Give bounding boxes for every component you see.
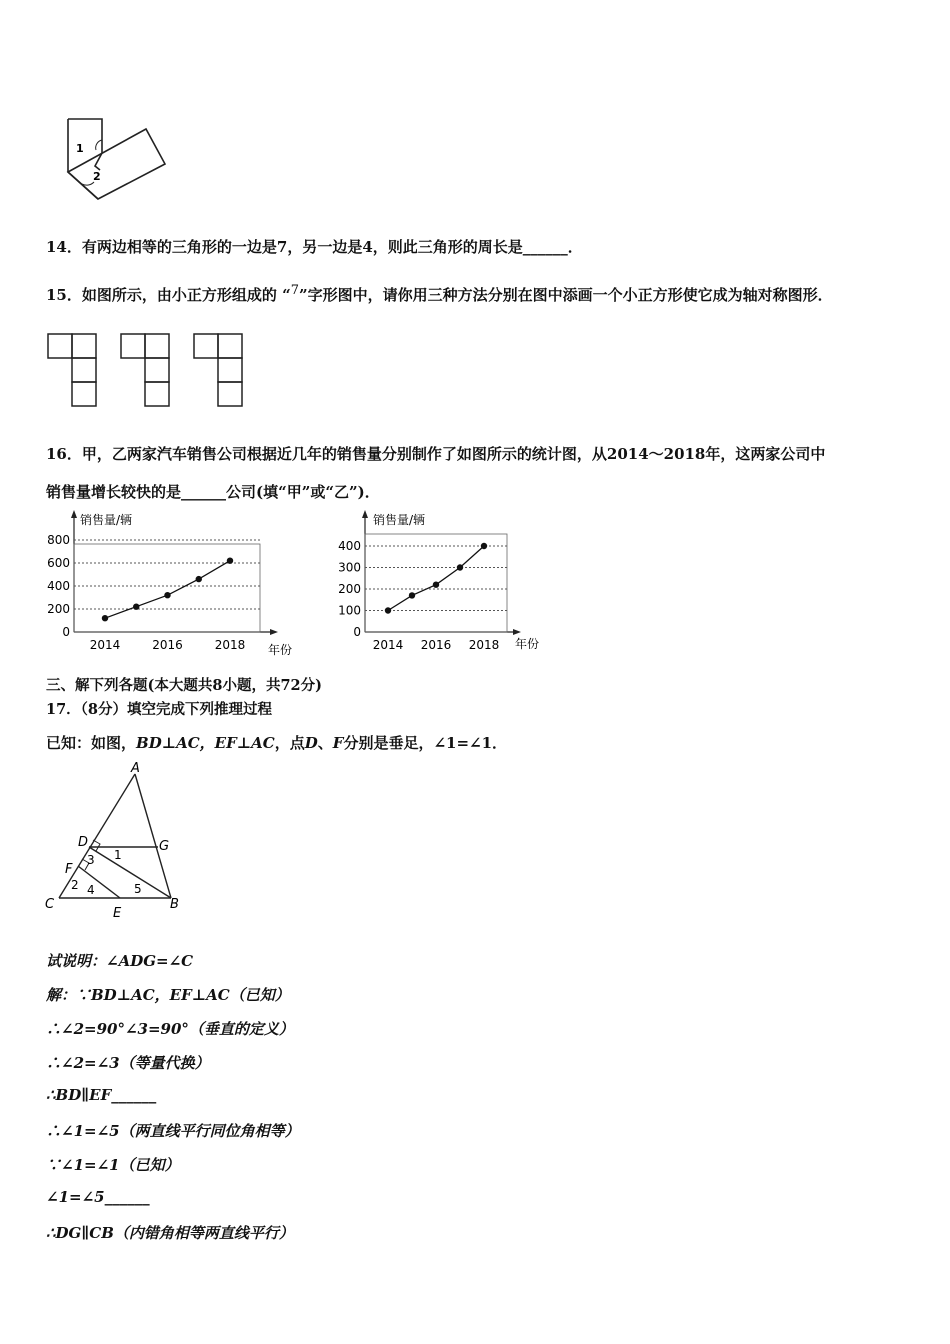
fig13-label-2: 2 xyxy=(93,170,101,183)
question-17-heading: 17．（8分）填空完成下列推理过程 xyxy=(46,701,273,718)
proof-line-5: ∴∠1=∠5（两直线平行同位角相等） xyxy=(46,1122,300,1140)
chart-a-y-arrow xyxy=(71,510,77,518)
proof-line-2: ∴∠2=90°∠3=90°（垂直的定义） xyxy=(46,1020,294,1038)
chart-b-ytick-200: 200 xyxy=(338,582,361,596)
chart-a-xtick-2014: 2014 xyxy=(89,638,121,652)
question-16-line1: 16．甲，乙两家汽车销售公司根据近几年的销售量分别制作了如图所示的统计图，从2014～2018年，这两家公司中 xyxy=(46,445,826,463)
chart-a-ylabel: 销售量/辆 xyxy=(80,513,133,527)
chart-a-point-2016 xyxy=(164,592,170,598)
chart-b-ytick-0: 0 xyxy=(353,625,361,639)
point-label-c: C xyxy=(45,897,55,912)
chart-b-point-2015 xyxy=(409,592,415,598)
chart-b-x-arrow xyxy=(513,629,521,635)
q14-text: 有两边相等的三角形的一边是7，另一边是4，则此三角形的周长是______． xyxy=(81,238,583,256)
chart-a-point-2018 xyxy=(227,558,233,564)
given-b: BD⊥AC，EF⊥AC xyxy=(136,734,275,752)
segment-fe xyxy=(78,866,120,898)
point-label-b: B xyxy=(170,897,179,912)
fig13-label-1: 1 xyxy=(76,142,84,155)
q15-text-pre: 如图所示，由小正方形组成的 “ xyxy=(81,286,291,304)
chart-b-ylabel: 销售量/辆 xyxy=(373,513,426,527)
angle-label-4: 4 xyxy=(87,883,95,897)
section-3-heading: 三、解下列各题(本大题共8小题，共72分) xyxy=(46,677,322,694)
chart-a-xtick-2018: 2018 xyxy=(214,638,246,652)
given-a: 已知：如图， xyxy=(46,734,137,752)
chart-a-x-arrow xyxy=(270,629,278,635)
proof-line-6: ∵∠1=∠1（已知） xyxy=(46,1156,180,1174)
chart-a-ytick-400: 400 xyxy=(47,579,70,593)
seven-shape-figures xyxy=(44,330,254,410)
chart-b-point-2014 xyxy=(385,607,391,613)
sales-chart-jia xyxy=(40,508,315,663)
angle-label-1: 1 xyxy=(114,848,122,862)
seven-shape-1 xyxy=(48,334,96,406)
chart-a-point-2014 xyxy=(102,615,108,621)
chart-a-xlabel: 年份 xyxy=(268,643,293,657)
chart-a-ytick-0: 0 xyxy=(62,625,70,639)
chart-a-point-2015 xyxy=(133,604,139,610)
question-15 xyxy=(46,283,833,305)
sales-chart-yi xyxy=(335,508,560,663)
chart-b-ytick-300: 300 xyxy=(338,560,361,575)
chart-b-point-2018 xyxy=(481,543,487,549)
q17-triangle-figure xyxy=(40,762,190,924)
chart-a-xtick-2016: 2016 xyxy=(152,638,183,652)
chart-a-ytick-200: 200 xyxy=(47,602,70,616)
chart-b-xlabel: 年份 xyxy=(515,637,540,651)
q14-number: 14． xyxy=(46,238,82,256)
chart-b-xtick-2018: 2018 xyxy=(468,638,500,652)
q13-figure xyxy=(60,110,175,205)
proof-line-0: 试说明：∠ADG=∠C xyxy=(46,952,194,970)
chart-a-point-2017 xyxy=(196,576,202,582)
chart-a-ytick-600: 600 xyxy=(47,556,70,570)
chart-b-xtick-2016: 2016 xyxy=(420,638,452,652)
angle-label-5: 5 xyxy=(134,882,142,896)
given-c: ，点 xyxy=(274,734,305,752)
point-label-f: F xyxy=(65,862,73,877)
chart-b-point-2017 xyxy=(457,564,463,570)
point-label-e: E xyxy=(113,906,122,921)
chart-b-series-line xyxy=(388,546,484,611)
given-e: 、 xyxy=(317,734,333,752)
rectangle-left-edge xyxy=(68,119,98,199)
chart-b-ytick-100: 100 xyxy=(338,603,361,618)
chart-b-xtick-2014: 2014 xyxy=(372,638,404,652)
chart-b-ytick-400: 400 xyxy=(338,539,361,553)
seven-shape-3 xyxy=(194,334,242,406)
given-g: 分别是垂足，∠1=∠1． xyxy=(343,734,508,752)
q15-seven-glyph: 7 xyxy=(290,283,300,298)
proof-line-3: ∴∠2=∠3（等量代换） xyxy=(46,1054,210,1072)
seven-shape-2 xyxy=(121,334,169,406)
given-f: F xyxy=(332,734,344,752)
question-17-given xyxy=(46,732,507,753)
proof-line-1: 解：∵BD⊥AC，EF⊥AC（已知） xyxy=(46,986,290,1004)
chart-a-series-line xyxy=(105,561,230,619)
tilted-strip xyxy=(68,129,165,199)
point-label-g: G xyxy=(159,839,170,854)
proof-line-4: ∴BD∥EF______ xyxy=(46,1086,157,1104)
point-label-d: D xyxy=(78,835,89,850)
angle-label-2: 2 xyxy=(71,878,79,892)
chart-b-point-2016 xyxy=(433,582,439,588)
proof-line-8: ∴DG∥CB（内错角相等两直线平行） xyxy=(46,1224,294,1242)
given-d: D xyxy=(304,734,318,752)
q15-text-post: ”字形图中，请你用三种方法分别在图中添画一个小正方形使它成为轴对称图形． xyxy=(299,286,833,304)
question-14 xyxy=(46,236,583,257)
point-label-a: A xyxy=(131,762,140,776)
angle-label-3: 3 xyxy=(87,853,95,867)
chart-a-ytick-800: 800 xyxy=(47,533,70,547)
chart-b-y-arrow xyxy=(362,510,368,518)
angle-arc-1 xyxy=(96,140,102,150)
q15-number: 15． xyxy=(46,286,82,304)
proof-line-7: ∠1=∠5______ xyxy=(46,1188,150,1206)
question-16-line2: 销售量增长较快的是______公司(填“甲”或“乙”)． xyxy=(46,483,380,501)
